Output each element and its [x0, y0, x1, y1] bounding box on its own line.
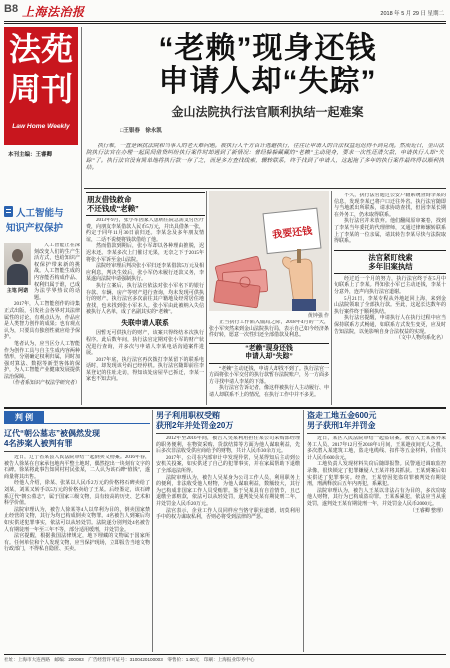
column-body — [4, 243, 80, 405]
lead-headline-line-1: “老赖”现身还钱 — [158, 32, 377, 65]
case-1-headline-line-2: 4名涉案人被判有罪 — [4, 439, 73, 448]
paragraph: 笔者认为，应当区分人工智能作为创作工具与自主生成内容两种情形，分别确定权利归属，同时加强对算法、数据等新型客体的保护，为人工智能产业健康发展提供法治保障。 — [4, 341, 80, 380]
story-heading-3-line-1: 法官紧盯线索 — [368, 252, 413, 262]
column-divider — [303, 410, 304, 652]
story-heading-3 — [334, 250, 446, 274]
author-photo-block — [4, 243, 31, 294]
lead-byline: □王银春 徐永凯 — [120, 128, 162, 134]
case-3-signature: （王睿卿 整理） — [409, 508, 446, 514]
paragraph: 不久，执行法官通过公安户籍系统查询李某的信息，发现李某已将户口迁往外省。执行法官随即与当地派出所联系，请求协助查找，但因李某长期在外务工，仍未取得联系。 — [334, 193, 446, 218]
case-3-body — [307, 436, 446, 651]
paragraph: 2017年，人工智能创作的诗集正式出版，引发社会各界对其法律属性的讨论。有观点认为，作品应是人类智力创作的成果；也有观点认为，只要具有独创性就应给予保护。 — [4, 302, 80, 341]
case-1-headline — [4, 429, 150, 452]
paragraph: 工地负责人发现材料失窃后随即报警。民警通过调取监控录像，很快锁定了犯罪嫌疑人王某并将其抓获。王某到案后如实供述了犯罪事实。经查，王某曾因犯盗窃罪被判处有期徒刑，刑满释放后五年内再犯，系累犯。 — [307, 462, 446, 488]
paragraph: 2017年，公司在内部审计中发现异常，吴某得知后主动到公安机关投案，如实供述了自己的犯罪事实，并在家属帮助下退缴了全部违法所得。 — [156, 455, 300, 474]
cases-label-line — [44, 423, 150, 424]
paragraph: 近日，辽宁省某县人民法院审结一起倒卖文物案。2016年春，被告人徐某在自家承包地内平整土地时，偶然挖出一块刻有文字的石碑。徐某将此事告知同村村民张某，二人认为该石碑“值钱”，遂商量将其出售。 — [4, 455, 150, 480]
case-2-headline-line-2: 获刑2年并处罚金20万 — [156, 421, 234, 430]
column-title-line-2: 知识产权保护 — [6, 223, 64, 234]
case-2-body — [156, 436, 300, 651]
paragraph: 2017年底，执行法官再次拨打李某留下的联系电话时，却发现该号码已经停机。执行法官随即前往李某登记的住址走访，得知该处房屋早已拆迁，李某一家也不知去向。 — [86, 357, 204, 383]
column-divider — [206, 191, 207, 405]
illustration-credit: 黄钟强 作 — [307, 314, 329, 319]
column-title-line-1: 人工智能与 — [16, 208, 64, 219]
case-2-headline — [156, 411, 300, 434]
story-column-3 — [334, 193, 446, 404]
story-subhead-2 — [209, 343, 329, 364]
section-title-block — [4, 27, 78, 145]
story-note: （文中人物均系化名） — [395, 336, 446, 342]
lead-rule — [84, 188, 446, 189]
paragraph: 执行法官提醒，申请执行人在执行过程中应当保持联系方式畅通，如联系方式发生变更，应及时告知法院，以免影响自身合法权益的实现。 — [334, 316, 446, 335]
lead-subtitle: 金山法院执行法官顺利执结一起难案 — [171, 105, 364, 119]
sign-board — [263, 208, 321, 253]
cases-rule — [4, 407, 446, 409]
case-3-headline-line-2: 男子获刑1年并罚金 — [307, 421, 376, 430]
paragraph: 经过近一个月的努力，执行法官终于在5月中旬联系上了李某。得知张小军已主动还钱，李某十分意外，连声向执行法官道谢。 — [334, 276, 446, 295]
paragraph: 法官提醒，根据我国法律规定，地下埋藏的文物属于国家所有。任何单位和个人发现文物，应当保护现场，立即报告当地文物行政部门，不得私自隐匿、买卖。 — [4, 534, 150, 553]
section-title-line-2: 周刊 — [8, 71, 73, 107]
paragraph: 法院审理认为，被告人王某以非法占有为目的，多次窃取他人财物，其行为已构成盗窃罪。王某系累犯，依法应当从重处罚，遂判处王某有期徒刑一年，并处罚金人民币2000元。 — [307, 488, 446, 507]
cases-label: 判 例 — [4, 411, 44, 424]
paragraph: 法官表示，企业工作人员同样应当恪守职业道德，切莫利用手中的权力谋取私利，否则必将受到法律的严惩。 — [156, 508, 300, 521]
paragraph: “老赖”主动还钱，申请人却找不到了。执行法官一方面将张小军交付的执行款暂存法院账户，另一方面多方寻找申请人李某的下落。 — [209, 366, 329, 385]
author-note: （作者系知识产权法学研究者） — [9, 381, 80, 387]
story-column-1 — [86, 218, 204, 404]
paragraph: 正当执行工作陷入僵局之际，2018年4月的一天，张小军突然来到金山法院执行局，表示自己如今经济条件好转，愿意一次性归还全部借款及利息。 — [209, 320, 329, 339]
story-subhead-2-line-1: “老赖”现身还钱 — [245, 344, 293, 352]
story-subhead-2-line-2: 申请人却“失踪” — [245, 353, 293, 361]
paragraph: 近日，某区人民法院审结一起盗窃案。被告人王某系外来务工人员，2017年12月至2018年1月间，王某趁夜间无人之机，多次潜入某建筑工地，盗走电缆线、扣件等五金材料，价值共计人民币600余元。 — [307, 436, 446, 461]
paragraph: 因暂无可供执行的财产，该案只得终结本次执行程序。此后数年间，执行法官定期对张小军的财产状况进行查询，并多次与申请人李某电话沟通案件进展。 — [86, 331, 204, 357]
paragraph: 执行法官并未放弃。他们翻阅原审案卷，找到了李某当年委托的代理律师，又通过律师辗转联系上了李某的一位亲属，请其转告李某尽快与法院取得联系。 — [334, 219, 446, 245]
column-divider — [331, 191, 332, 405]
page-footer: 社址：上海市大连西路 邮编：200083 广告经营许可证号：3100420100003 零售价：1.00元 印刷：上海报业印务中心 — [4, 654, 446, 665]
paragraph: 执行立案后，执行法官依法对张小军名下的银行存款、车辆、房产等财产进行查询，均未发现可供执行的财产。执行法官多次前往其户籍地及经常居住地查找，也未找到张小军本人。张小军由此被纳入失信被执行人名单，成了名副其实的“老赖”。 — [86, 283, 204, 316]
story-heading-line-2: 不还钱成“老赖” — [87, 204, 139, 213]
case-3-headline — [307, 411, 446, 434]
sign-text: 我要还钱 — [271, 225, 313, 241]
paragraph: 然而借款到期后，张小军却以各种理由推脱，迟迟未还。李某多次上门催讨无果，无奈之下于2015年将张小军诉至金山法院。 — [86, 244, 204, 263]
lead-intro: 执行难，一直是困扰法院和当事人的老大难问题。被执行人千方百计逃避执行，往往让申请人的合法权益迟迟得不到兑现。然而近日，金山法院执行法官在办理一起民间借贷纠纷执行案件时却遇到了新情况：曾经躲躲藏藏的“老赖”主动现身，要求一次性还清欠款，申请执行人却“失踪”了。执行法官没有简单地将执行款一存了之，而是多方查找线索，辗转联系，终于找到了申请人，这起拖了多年的执行案件最终得以顺利执结。 — [86, 143, 444, 172]
column-divider — [81, 27, 82, 405]
case-3-headline-line-1: 盗走工地五金600元 — [307, 411, 377, 420]
column-divider — [152, 410, 153, 652]
story-subhead-1: 失联申请人联系 — [121, 319, 169, 327]
story-heading-3-line-2: 多年旧案执结 — [368, 261, 413, 271]
author-photo — [4, 243, 31, 285]
section-editor: 本刊主编：王睿卿 — [8, 152, 53, 158]
paragraph: 法院审理认为，被告人徐某等4人以牟利为目的，倒卖国家禁止经营的文物，其行为均已构成倒卖文物罪。4名被告人到案后均如实供述犯罪事实，依法可以从轻处罚。法院遂分别判处4名被告人有期徒刑一年至三年不等，部分适用缓刑，并处罚金。 — [4, 507, 150, 533]
author-caption: 主笔 阿诺 — [6, 288, 29, 294]
column-header — [4, 203, 80, 239]
section-title-line-1: 法苑 — [8, 31, 73, 67]
masthead-rule — [4, 21, 446, 22]
paragraph: 2013年9月，张小军因家人患病住院急需支付医疗费，向朋友李某借款人民币5万元，并出具借条一张，约定于同年11月30日前归还。李某念及多年朋友情谊，二话不说便将钱款借给了他。 — [86, 218, 204, 243]
paragraph: 5月21日，李某专程从外地赶回上海，来到金山法院领取了全部执行款。至此，这起长达数年的执行案件终于顺利执结。 — [334, 296, 446, 315]
paragraph: 人工智能正在深刻改变人们的生产生活方式，也给知识产权保护带来新的挑战。人工智能生成的内容能否构成作品、权利归属于谁，已成为法学界热议的话题。 — [34, 243, 80, 301]
paragraph: 经他人介绍，徐某、张某以人民币2万元的价格将石碑卖给了刘某，刘某又转手以5万元的价格卖给了王某。后经鉴定，该石碑系辽代“朝公墓志”，属于国家三级文物，具有较高的历史、艺术和科学价值。 — [4, 481, 150, 507]
issue-date: 2018 年 5 月 29 日 星期二 — [380, 11, 444, 17]
sign-stick — [297, 249, 301, 263]
case-2-headline-line-1: 男子利用职权受贿 — [156, 411, 220, 420]
story-heading — [86, 192, 205, 216]
masthead-rule-thin — [4, 23, 446, 24]
case-1-body — [4, 455, 150, 651]
paragraph: 执行法官告诉记者，像这样被执行人主动履行、申请人却联系不上的情况，在执行工作中并不多见。 — [209, 386, 329, 398]
story-heading-line-1: 朋友借钱救命 — [87, 195, 132, 204]
paragraph: 2012年至2016年间，被告人吴某利用担任某公司采购部经理的职务便利，在物资采购、货款结算等方面为他人谋取利益，先后多次非法收受供应商给予的财物，共计人民币30余万元。 — [156, 436, 300, 455]
story-illustration — [209, 191, 329, 311]
paragraph: 法院审理认为，被告人吴某身为公司工作人员，利用职务上的便利，非法收受他人财物，为他人谋取利益，数额较大，其行为已构成非国家工作人员受贿罪。鉴于吴某具有自首情节，且已退缴全部赃款，依法可以从轻处罚，遂判处吴某有期徒刑二年，并处罚金人民币20万元。 — [156, 475, 300, 507]
lead-headline-line-2: 申请人却“失踪” — [158, 65, 377, 98]
section-english-title: Law Home Weekly — [12, 123, 70, 130]
paragraph: 法院经审理后判决张小军归还李某借款5万元及相应利息。判决生效后，张小军仍未履行还款义务，李某遂向法院申请强制执行。 — [86, 264, 204, 283]
page-number: B8 — [4, 3, 19, 15]
book-icon — [4, 206, 13, 217]
newspaper-logo: 上海法治报 — [22, 5, 85, 19]
case-1-headline-line-1: 辽代“朝公墓志”被偶然发现 — [4, 429, 100, 438]
story-column-2 — [209, 320, 329, 404]
